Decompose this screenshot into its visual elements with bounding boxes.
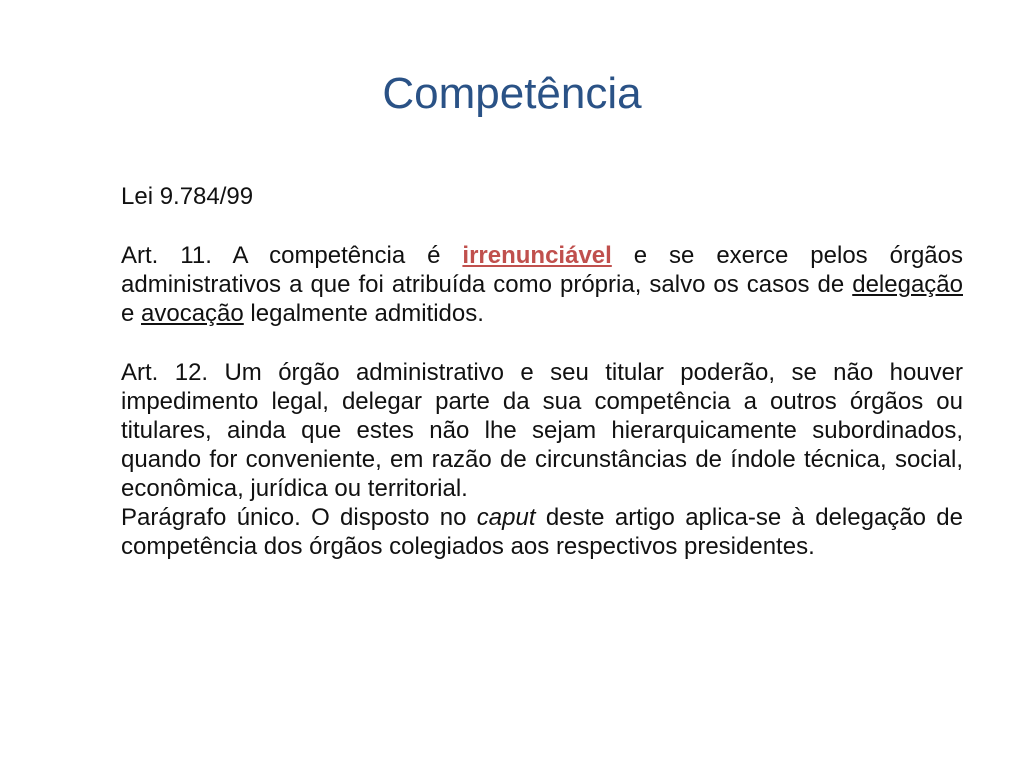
article-11-text-1: Art. 11. A competência é bbox=[121, 242, 463, 269]
law-reference: Lei 9.784/99 bbox=[121, 183, 254, 210]
article-11 bbox=[121, 241, 963, 328]
irrenunciavel-term: irrenunciável bbox=[462, 242, 612, 269]
article-11-text-3: e bbox=[121, 300, 142, 327]
avocacao-term: avocação bbox=[141, 300, 244, 327]
paragrafo-text-2: deste artigo aplica-se à delegação de competência dos órgãos colegiados aos respectivos presidentes. bbox=[121, 504, 963, 560]
caput-term: caput bbox=[476, 504, 536, 531]
article-12: Art. 12. Um órgão administrativo e seu titular poderão, se não houver impedimento legal, delegar parte da sua competência a outros órgãos ou titulares, ainda que estes não lhe sejam hierarquicamente subordinados, quando for conveniente, em razão de circunstâncias de índole técnica, social, econômica, jurídica ou territorial. bbox=[121, 359, 963, 502]
paragrafo-unico bbox=[121, 503, 963, 561]
slide-title: Competência bbox=[382, 69, 642, 118]
article-11-text-2: e se exerce pelos órgãos administrativos a que foi atribuída como própria, salvo os casos de bbox=[121, 242, 964, 298]
delegacao-term: delegação bbox=[852, 271, 963, 298]
article-11-text-4: legalmente admitidos. bbox=[243, 300, 484, 327]
paragrafo-text-1: Parágrafo único. O disposto no bbox=[121, 504, 477, 531]
slide-body bbox=[121, 182, 963, 561]
